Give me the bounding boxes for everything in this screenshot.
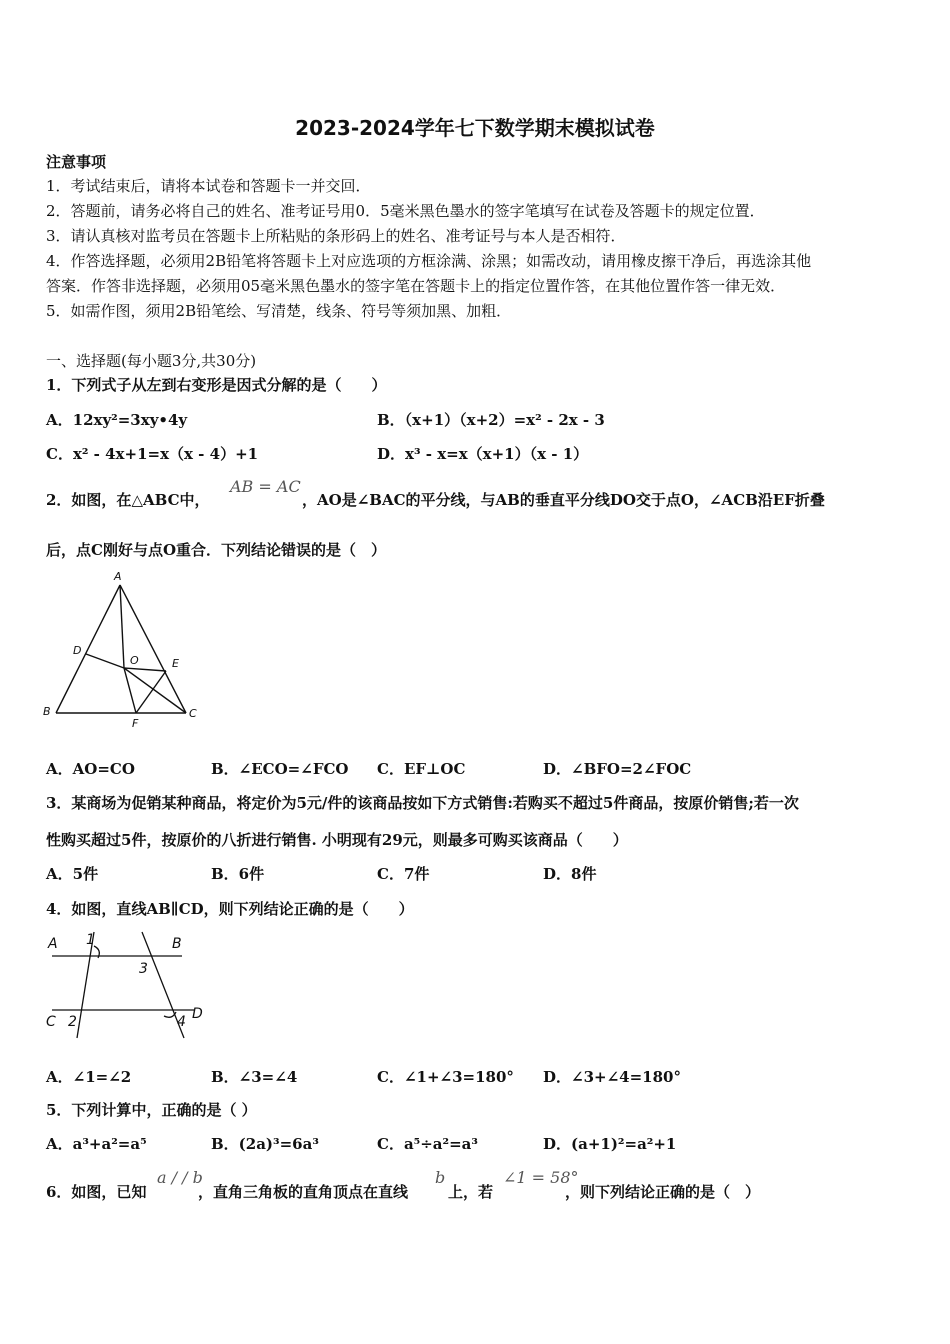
q5-option-d: D．(a+1)²=a²+1	[543, 1135, 677, 1153]
notice-heading: 注意事项	[46, 153, 107, 171]
q2-formula: AB = AC	[230, 477, 301, 496]
q5-option-a: A．a³+a²=a⁵	[46, 1135, 147, 1153]
notice-item: 2．答题前，请务必将自己的姓名、准考证号用0．5毫米黑色墨水的签字笔填写在试卷及答题卡的规定位置．	[46, 202, 765, 220]
q6-formula-parallel: a / / b	[157, 1168, 203, 1187]
label-a: A	[48, 936, 58, 952]
question-6-stem-d: ，则下列结论正确的是（ ）	[565, 1183, 761, 1201]
side-ac	[120, 585, 186, 713]
label-d: D	[192, 1006, 203, 1022]
q2-option-d: D．∠BFO=2∠FOC	[543, 760, 692, 778]
notice-item: 4．作答选择题，必须用2B铅笔将答题卡上对应选项的方框涂满、涂黑；如需改动，请用橡皮擦干净后，再选涂其他	[46, 252, 812, 270]
page-title: 2023-2024学年七下数学期末模拟试卷	[295, 116, 655, 140]
q2-option-a: A．AO=CO	[46, 760, 135, 778]
notice-item: 1．考试结束后，请将本试卷和答题卡一并交回．	[46, 177, 371, 195]
label-a: A	[114, 570, 122, 583]
q4-parallel-lines-figure	[44, 928, 210, 1044]
label-b: B	[43, 705, 51, 718]
segment-ao	[120, 585, 124, 668]
question-1-stem: 1．下列式子从左到右变形是因式分解的是（ ）	[46, 376, 387, 394]
notice-item: 3．请认真核对监考员在答题卡上所粘贴的条形码上的姓名、准考证号与本人是否相符．	[46, 227, 626, 245]
q3-option-c: C．7件	[377, 865, 430, 883]
label-angle-2: 2	[68, 1014, 77, 1030]
notice-item: 答案．作答非选择题，必须用05毫米黑色墨水的签字笔在答题卡上的指定位置作答，在其他位置作答一律无效．	[46, 277, 786, 295]
label-angle-3: 3	[139, 961, 148, 977]
q6-formula-line-b: b	[435, 1168, 446, 1187]
question-6-stem-c: 上，若	[448, 1183, 494, 1201]
q3-option-a: A．5件	[46, 865, 99, 883]
q1-option-d: D．x³ - x=x（x+1）（x - 1）	[377, 445, 589, 463]
question-3-stem-b: 性购买超过5件，按原价的八折进行销售. 小明现有29元，则最多可购买该商品（ ）	[46, 831, 628, 849]
q3-option-d: D．8件	[543, 865, 597, 883]
question-6-stem-a: 6．如图，已知	[46, 1183, 147, 1201]
q2-option-b: B．∠ECO=∠FCO	[211, 760, 349, 778]
notice-item: 5．如需作图，须用2B铅笔绘、写清楚，线条、符号等须加黑、加粗．	[46, 302, 512, 320]
label-angle-1: 1	[86, 932, 95, 948]
segment-oe	[124, 668, 166, 671]
label-e: E	[172, 657, 179, 670]
side-ab	[56, 585, 120, 713]
q5-option-c: C．a⁵÷a²=a³	[377, 1135, 478, 1153]
question-4-stem: 4．如图，直线AB∥CD，则下列结论正确的是（ ）	[46, 900, 414, 918]
question-6-stem-b: ，直角三角板的直角顶点在直线	[198, 1183, 409, 1201]
q5-option-b: B．(2a)³=6a³	[211, 1135, 319, 1153]
question-2-stem-a: 2．如图，在△ABC中，	[46, 491, 210, 509]
q1-option-a: A．12xy²=3xy•4y	[46, 411, 188, 429]
segment-fe	[136, 671, 166, 713]
label-c: C	[189, 707, 197, 720]
label-d: D	[73, 644, 82, 657]
q4-option-d: D．∠3+∠4=180°	[543, 1068, 681, 1086]
question-2-stem-b: ，AO是∠BAC的平分线，与AB的垂直平分线DO交于点O，∠ACB沿EF折叠	[302, 491, 825, 509]
label-b: B	[172, 936, 182, 952]
segment-oc	[124, 668, 186, 713]
q6-formula-angle: ∠1 = 58°	[503, 1168, 579, 1187]
q3-option-b: B．6件	[211, 865, 265, 883]
question-5-stem: 5．下列计算中，正确的是（ ）	[46, 1101, 257, 1119]
question-3-stem-a: 3．某商场为促销某种商品，将定价为5元/件的该商品按如下方式销售:若购买不超过5件商品，按原价销售;若一次	[46, 794, 799, 812]
q1-option-c: C．x² - 4x+1=x（x - 4）+1	[46, 445, 259, 463]
q4-option-a: A．∠1=∠2	[46, 1068, 132, 1086]
label-angle-4: 4	[177, 1014, 186, 1030]
label-o: O	[130, 654, 139, 667]
question-2-stem-c: 后，点C刚好与点O重合．下列结论错误的是（ ）	[46, 541, 387, 559]
segment-do	[86, 654, 124, 668]
q4-option-b: B．∠3=∠4	[211, 1068, 298, 1086]
label-f: F	[132, 717, 139, 730]
q2-option-c: C．EF⊥OC	[377, 760, 466, 778]
q4-option-c: C．∠1+∠3=180°	[377, 1068, 514, 1086]
q2-triangle-figure	[40, 565, 210, 735]
label-c: C	[46, 1014, 56, 1030]
q1-option-b: B．（x+1）（x+2）=x² - 2x - 3	[377, 411, 605, 429]
section-heading: 一、选择题(每小题3分,共30分)	[46, 352, 257, 370]
